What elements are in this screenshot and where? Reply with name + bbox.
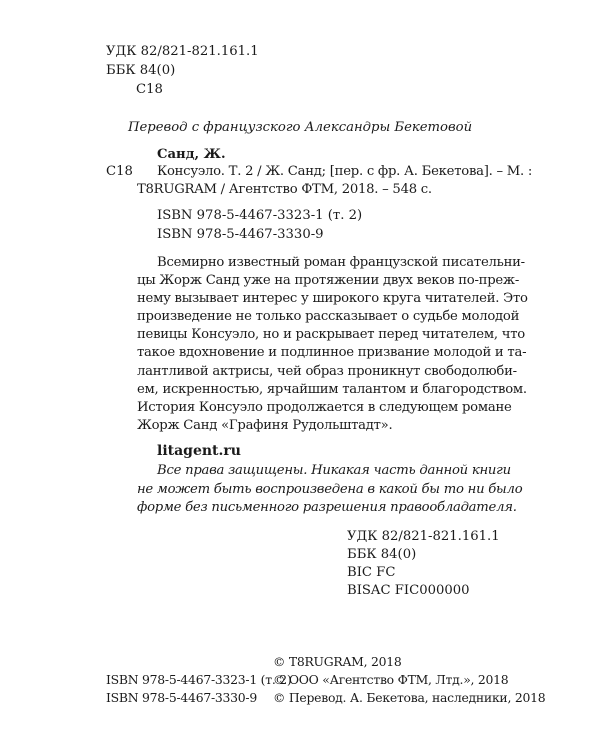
annotation-line: лантливой актрисы, чей образ проникнут свободолюби- [137,363,517,379]
annotation-line: нему вызывает интерес у широкого круга читателей. Это [137,291,528,307]
annotation-line: ем, искренностью, ярчайшим талантом и благородством. [137,381,527,397]
rights-line: не может быть воспроизведена в какой бы то ни было [137,481,523,497]
copyright-line: © ООО «Агентство ФТМ, Лтд.», 2018 [273,672,509,687]
catalog-author: Санд, Ж. [157,147,226,162]
catalog-isbn-2: ISBN 978-5-4467-3330-9 [157,227,324,242]
footer-isbn-2: ISBN 978-5-4467-3330-9 [106,690,257,705]
classification-udk: УДК 82/821-821.161.1 [347,529,500,544]
site-link[interactable]: litagent.ru [157,443,241,459]
classification-bbk: ББК 84(0) [347,547,417,562]
annotation [137,254,528,435]
catalog-isbn-1: ISBN 978-5-4467-3323-1 (т. 2) [157,208,363,223]
classification-block [347,528,500,600]
header-udk: УДК 82/821-821.161.1 [106,44,259,59]
translation-note: Перевод с французского Александры Бекетовой [128,120,473,135]
rights-notice [137,462,522,518]
annotation-line: История Консуэло продолжается в следующем романе [137,399,512,415]
footer-isbn-block [106,671,291,707]
annotation-line: Жорж Санд «Графиня Рудольштадт». [137,417,393,433]
rights-line: форме без письменного разрешения правообладателя. [137,500,517,515]
copyright-line: © Перевод. А. Бекетова, наследники, 2018 [273,690,546,705]
annotation-line: Всемирно известный роман французской писательни- [157,255,525,270]
annotation-line: цы Жорж Санд уже на протяжении двух веков по-преж- [137,273,520,289]
rights-line: Все права защищены. Никакая часть данной книги [157,463,511,478]
copyright-line: © T8RUGRAM, 2018 [273,654,402,669]
footer-isbn-1: ISBN 978-5-4467-3323-1 (т. 2) [106,672,292,687]
classification-bisac: BISAC FIC000000 [347,583,470,598]
header-author-mark: С18 [136,82,163,97]
catalog-author-mark: С18 [106,164,133,179]
header-bbk: ББК 84(0) [106,63,176,78]
catalog-bib-line-1: Консуэло. Т. 2 / Ж. Санд; [пер. с фр. А. Бекетова]. – М. : [157,164,533,179]
classification-bic: BIC FC [347,565,396,580]
catalog-bib-line-2: T8RUGRAM / Агентство ФТМ, 2018. – 548 с. [137,182,432,197]
footer-copyright-block [273,653,545,707]
annotation-line: певицы Консуэло, но и раскрывает перед читателем, что [137,327,525,343]
annotation-line: такое вдохновение и подлинное призвание молодой и та- [137,345,527,361]
annotation-line: произведение не только рассказывает о судьбе молодой [137,309,520,325]
